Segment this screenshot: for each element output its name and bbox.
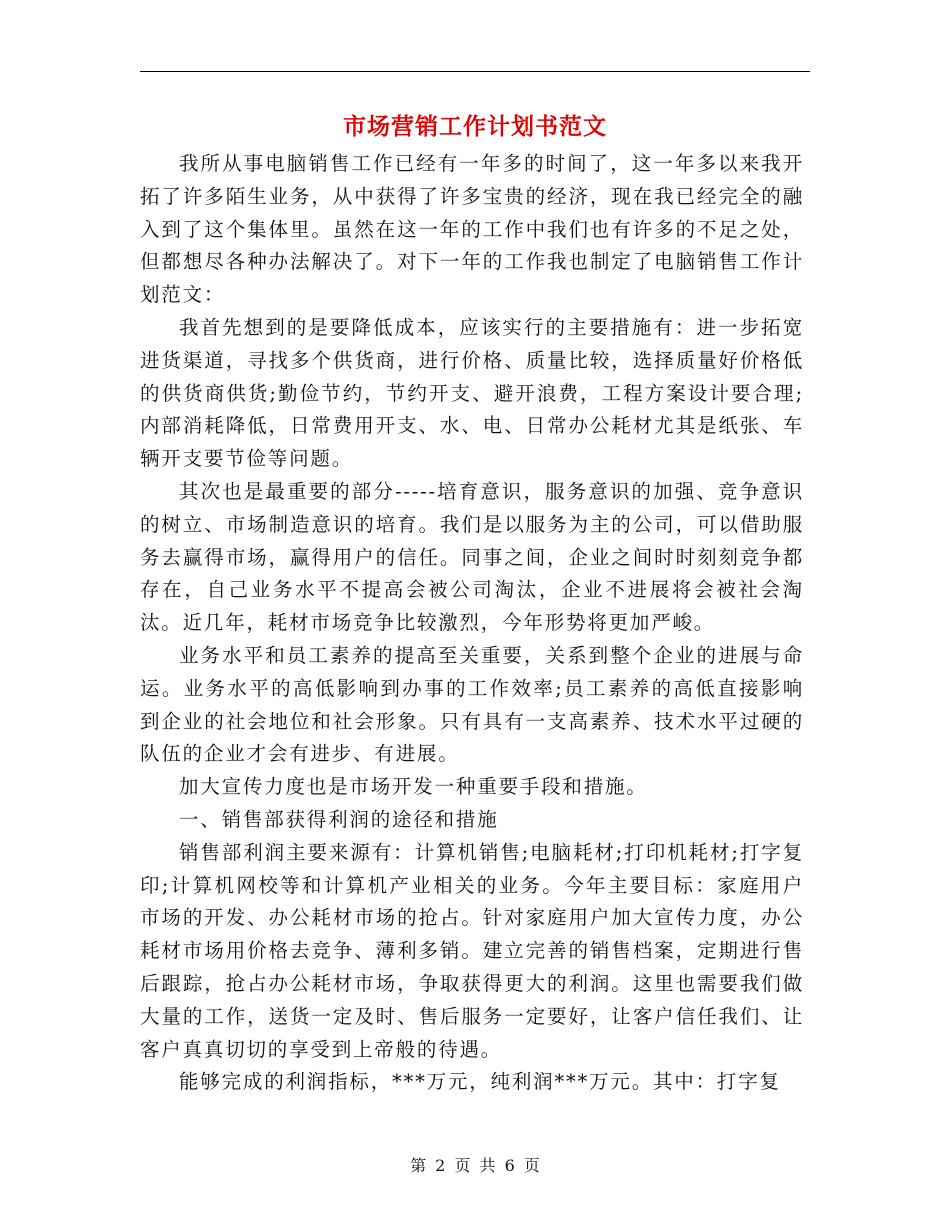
document-body (140, 148, 804, 1099)
paragraph: 其次也是最重要的部分-----培育意识，服务意识的加强、竞争意识的树立、市场制造意识的培育。我们是以服务为主的公司，可以借助服务去赢得市场，赢得用户的信任。同事之间，企业之间时时刻刻竞争都存在，自己业务水平不提高会被公司淘汰，企业不进展将会被社会淘汰。近几年，耗材市场竞争比较激烈，今年形势将更加严峻。 (140, 479, 804, 635)
header-rule (140, 71, 810, 72)
document-title: 市场营销工作计划书范文 (343, 113, 607, 140)
section-heading: 一、销售部获得利润的途径和措施 (179, 807, 499, 831)
paragraph: 业务水平和员工素养的提高至关重要，关系到整个企业的进展与命运。业务水平的高低影响到办事的工作效率;员工素养的高低直接影响到企业的社会地位和社会形象。只有具有一支高素养、技术水平过硬的队伍的企业才会有进步、有进展。 (140, 643, 804, 766)
page-footer: 第 2 页 共 6 页 (410, 1156, 540, 1175)
paragraph: 加大宣传力度也是市场开发一种重要手段和措施。 (179, 775, 648, 799)
paragraph: 能够完成的利润指标，***万元，纯利润***万元。其中：打字复 (179, 1070, 781, 1094)
paragraph: 我所从事电脑销售工作已经有一年多的时间了，这一年多以来我开拓了许多陌生业务，从中获得了许多宝贵的经济，现在我已经完全的融入到了这个集体里。虽然在这一年的工作中我们也有许多的不足之处，但都想尽各种办法解决了。对下一年的工作我也制定了电脑销售工作计划范文： (140, 152, 804, 307)
paragraph: 销售部利润主要来源有：计算机销售;电脑耗材;打印机耗材;打字复印;计算机网校等和计算机产业相关的业务。今年主要目标：家庭用户市场的开发、办公耗材市场的抢占。针对家庭用户加大宣传力度，办公耗材市场用价格去竞争、薄利多销。建立完善的销售档案，定期进行售后跟踪，抢占办公耗材市场，争取获得更大的利润。这里也需要我们做大量的工作，送货一定及时、售后服务一定要好，让客户信任我们、让客户真真切切的享受到上帝般的待遇。 (140, 840, 804, 1061)
paragraph: 我首先想到的是要降低成本，应该实行的主要措施有：进一步拓宽进货渠道，寻找多个供货商，进行价格、质量比较，选择质量好价格低的供货商供货;勤俭节约，节约开支、避开浪费，工程方案设计要合理;内部消耗降低，日常费用开支、水、电、日常办公耗材尤其是纸张、车辆开支要节俭等问题。 (140, 315, 804, 471)
